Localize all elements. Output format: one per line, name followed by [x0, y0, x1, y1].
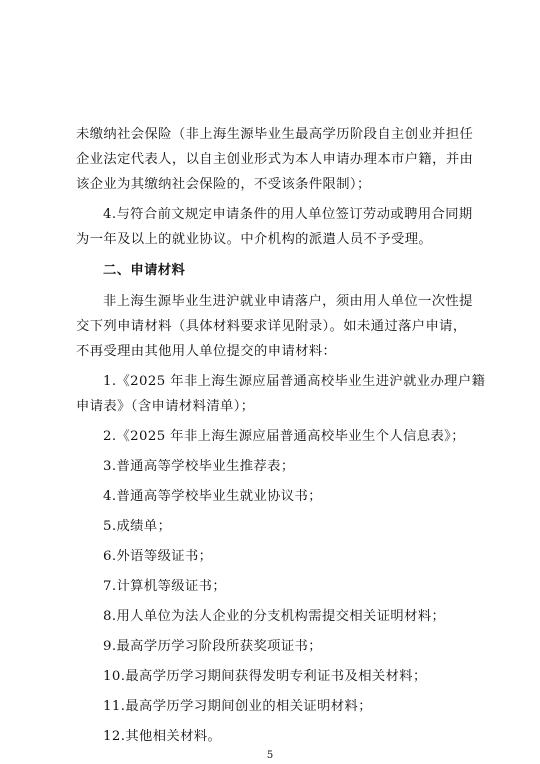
paragraph-line: 未缴纳社会保险（非上海生源毕业生最高学历阶段自主创业并担任 [76, 127, 474, 142]
list-item: 3.普通高等学校毕业生推荐表； [103, 459, 295, 474]
list-item: 9.最高学历学习阶段所获奖项证书； [103, 639, 322, 654]
list-item: 7.计算机等级证书； [103, 579, 227, 594]
list-item: 11.最高学历学习期间创业的相关证明材料； [103, 699, 372, 714]
list-item: 10.最高学历学习期间获得发明专利证书及相关材料； [103, 669, 427, 684]
list-item: 8.用人单位为法人企业的分支机构需提交相关证明材料； [103, 609, 446, 624]
paragraph-line: 4.与符合前文规定申请条件的用人单位签订劳动或聘用合同期 [103, 207, 473, 222]
list-item-continuation: 申请表》（含申请材料清单）； [76, 399, 255, 414]
paragraph-line: 交下列申请材料（具体材料要求详见附录）。如未通过落户申请， [76, 319, 467, 334]
page-number: 5 [266, 750, 274, 761]
paragraph-line: 不再受理由其他用人单位提交的申请材料： [76, 344, 337, 359]
paragraph-line: 该企业为其缴纳社会保险的，不受该条件限制）； [76, 177, 371, 192]
list-item: 4.普通高等学校毕业生就业协议书； [103, 489, 322, 504]
list-item: 12.其他相关材料。 [103, 729, 222, 744]
paragraph-line: 为一年及以上的就业协议。中介机构的派遣人员不予受理。 [76, 232, 433, 247]
section-heading: 二、申请材料 [103, 263, 186, 278]
list-item: 2.《2025 年非上海生源应届普通高校毕业生个人信息表》； [103, 429, 465, 444]
list-item: 5.成绩单； [103, 519, 172, 534]
paragraph-line: 非上海生源毕业生进沪就业申请落户，须由用人单位一次性提 [103, 294, 473, 309]
paragraph-line: 企业法定代表人，以自主创业形式为本人申请办理本市户籍，并由 [76, 152, 474, 167]
list-item: 6.外语等级证书； [103, 549, 213, 564]
list-item: 1.《2025 年非上海生源应届普通高校毕业生进沪就业办理户籍 [103, 374, 486, 389]
